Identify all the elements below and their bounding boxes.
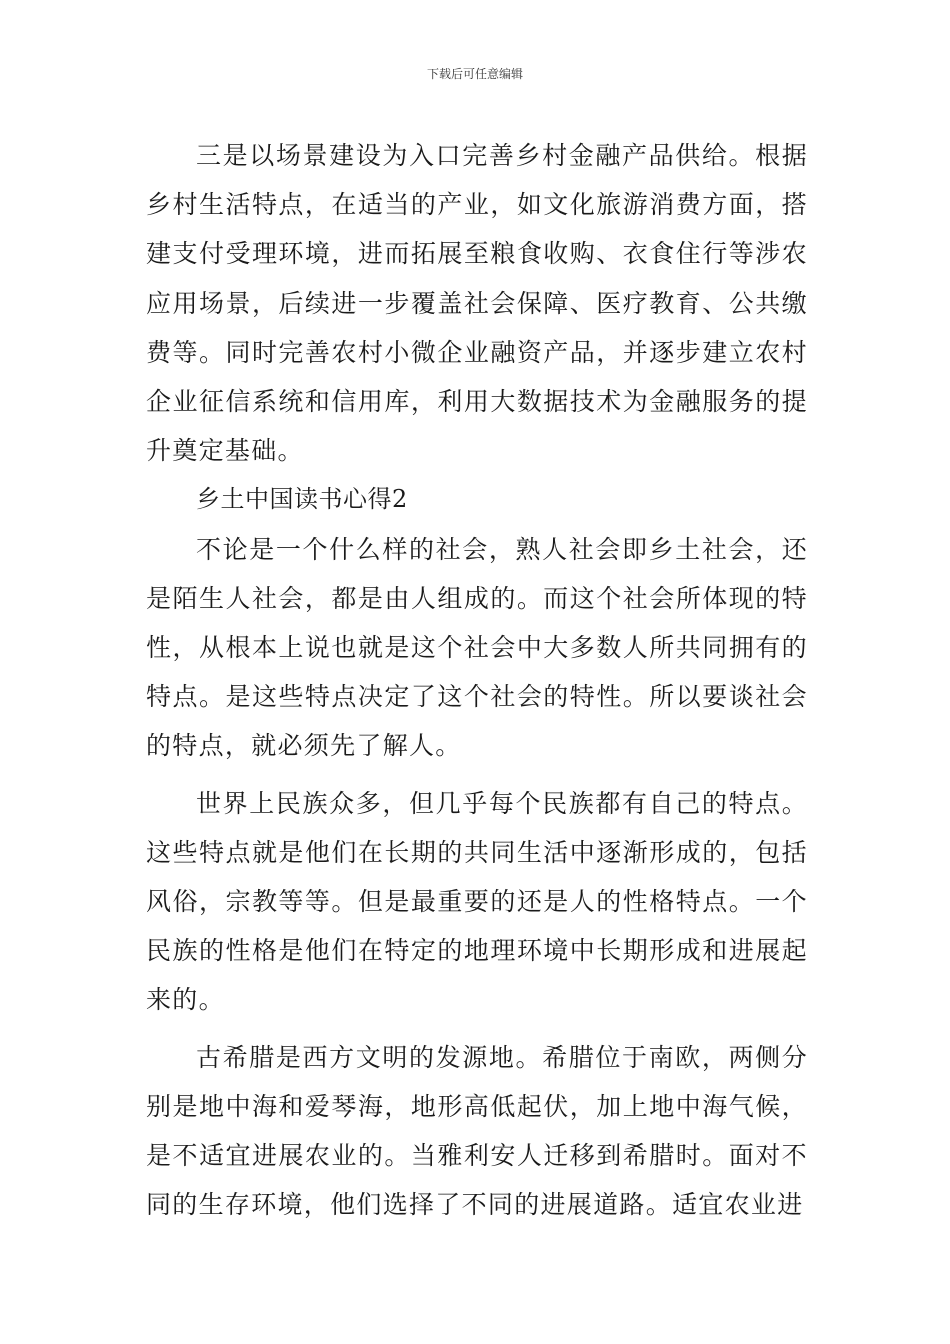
paragraph-ancient-greece: 古希腊是西方文明的发源地。希腊位于南欧，两侧分别是地中海和爱琴海，地形高低起伏，加上地中海气候，是不适宜进展农业的。当雅利安人迁移到希腊时。面对不同的生存环境，他们选择了不同的进展道路。适宜农业进	[146, 1042, 808, 1220]
paragraph-society: 不论是一个什么样的社会，熟人社会即乡土社会，还是陌生人社会，都是由人组成的。而这个社会所体现的特性，从根本上说也就是这个社会中大多数人所共同拥有的特点。是这些特点决定了这个社会的特性。所以要谈社会的特点，就必须先了解人。	[146, 534, 808, 761]
page-header-note: 下载后可任意编辑	[426, 67, 523, 81]
document-body	[146, 131, 808, 1229]
section-heading: 乡土中国读书心得2	[196, 485, 408, 514]
paragraph-nations: 世界上民族众多，但几乎每个民族都有自己的特点。这些特点就是他们在长期的共同生活中逐渐形成的，包括风俗，宗教等等。但是最重要的还是人的性格特点。一个民族的性格是他们在特定的地理环境中长期形成和进展起来的。	[146, 788, 808, 1015]
paragraph-rural-finance: 三是以场景建设为入口完善乡村金融产品供给。根据乡村生活特点，在适当的产业，如文化旅游消费方面，搭建支付受理环境，进而拓展至粮食收购、衣食住行等涉农应用场景，后续进一步覆盖社会保障、医疗教育、公共缴费等。同时完善农村小微企业融资产品，并逐步建立农村企业征信系统和信用库，利用大数据技术为金融服务的提升奠定基础。	[146, 141, 808, 466]
